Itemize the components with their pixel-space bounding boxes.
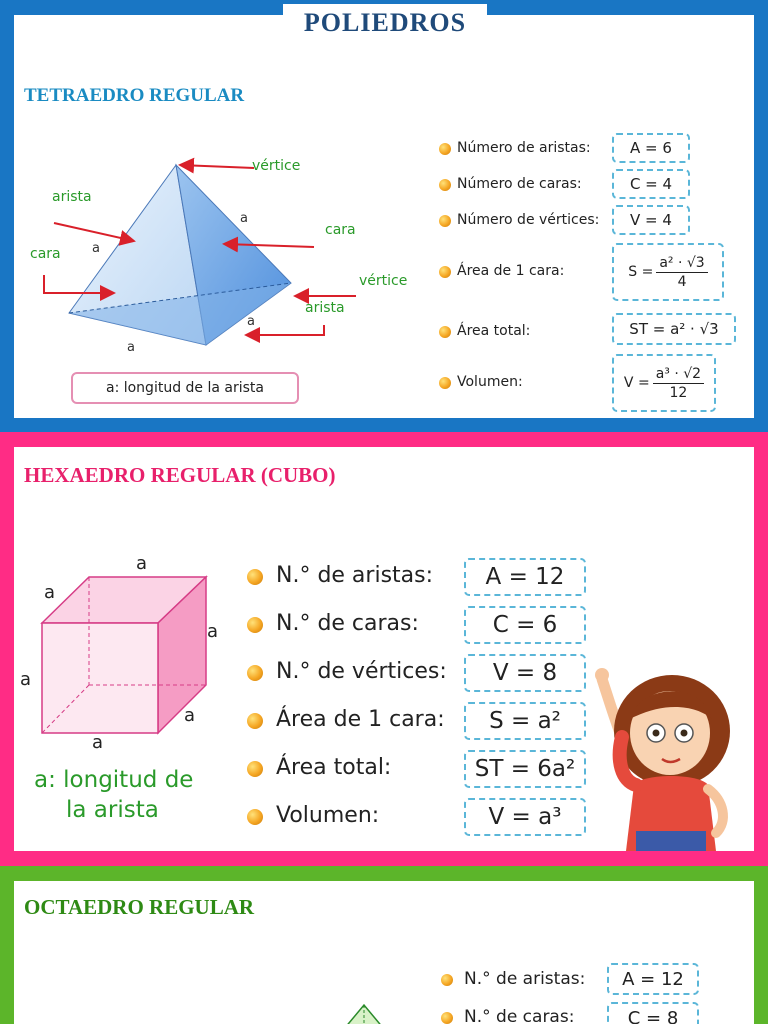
hexa-vertices-label: N.° de vértices: <box>276 659 447 684</box>
cube-front-face <box>42 623 158 733</box>
cube-edge-label-a: a <box>207 621 219 642</box>
hexa-area1-value <box>464 702 586 740</box>
edge-label-a: a <box>92 241 100 256</box>
edge-label-a: a <box>127 340 135 355</box>
orange-dot-icon <box>439 215 451 227</box>
hexa-caras-value <box>464 606 586 644</box>
tetra-aristas-value <box>612 133 690 163</box>
tetra-aristas-label: Número de aristas: <box>457 140 591 156</box>
label-arista-left: arista <box>52 189 92 205</box>
tetra-vol-fraction <box>653 366 704 401</box>
hexa-vertices-text: V = 8 <box>492 660 558 686</box>
orange-dot-icon <box>439 143 451 155</box>
octa-aristas-text: A = 12 <box>622 968 684 990</box>
tetra-areat-value <box>612 313 736 345</box>
tetra-vol-formula <box>612 354 716 412</box>
octaedro-title: OCTAEDRO REGULAR <box>24 895 255 919</box>
label-arista-bottom: arista <box>305 300 345 316</box>
hexa-areat-value <box>464 750 586 788</box>
tetra-areat-text: ST = a² · √3 <box>629 320 719 338</box>
orange-dot-icon <box>247 809 263 825</box>
hexa-area1-text: S = a² <box>489 708 561 734</box>
orange-dot-icon <box>247 761 263 777</box>
hexa-vol-label: Volumen: <box>276 803 380 828</box>
tetra-area1-lhs: S = <box>628 264 654 280</box>
label-cara-right: cara <box>325 222 356 238</box>
pointing-girl-illustration <box>592 661 752 851</box>
cube-edge-label-a: a <box>184 705 196 726</box>
label-vertice-right: vértice <box>359 273 408 289</box>
tetra-areat-label: Área total: <box>457 323 531 339</box>
orange-dot-icon <box>439 266 451 278</box>
tetra-area1-denominator: 4 <box>677 273 687 290</box>
edge-label-a: a <box>240 211 248 226</box>
hexa-caption-line2: la arista <box>66 797 159 823</box>
tetra-caras-text: C = 4 <box>629 175 673 193</box>
hexa-vol-text: V = a³ <box>488 804 562 830</box>
tetra-vol-denominator: 12 <box>669 384 688 401</box>
cube-edge-label-a: a <box>20 669 32 690</box>
tetra-vertices-label: Número de vértices: <box>457 212 600 228</box>
cube-diagram <box>34 567 234 747</box>
hexa-vertices-value <box>464 654 586 692</box>
tetra-area1-numerator: a² · √3 <box>656 255 707 273</box>
orange-dot-icon <box>441 1012 453 1024</box>
orange-dot-icon <box>247 665 263 681</box>
tetra-aristas-text: A = 6 <box>630 139 672 157</box>
label-cara-left: cara <box>30 246 61 262</box>
orange-dot-icon <box>439 179 451 191</box>
tetra-area1-fraction <box>656 255 707 290</box>
orange-dot-icon <box>247 569 263 585</box>
tetra-area1-formula <box>612 243 724 301</box>
page-title: POLIEDROS <box>283 4 487 42</box>
hexaedro-title: HEXAEDRO REGULAR (CUBO) <box>24 463 336 487</box>
tetra-caption-text: a: longitud de la arista <box>105 380 264 396</box>
hexa-areat-label: Área total: <box>276 755 392 780</box>
hexa-caption-line1: a: longitud de <box>34 767 194 793</box>
octa-caras-value <box>607 1002 699 1024</box>
hexa-caras-text: C = 6 <box>492 612 558 638</box>
tetra-vertices-value <box>612 205 690 235</box>
hexa-aristas-value <box>464 558 586 596</box>
arrow-arista-bottom <box>246 325 324 335</box>
octa-caras-text: C = 8 <box>627 1007 679 1024</box>
cube-edge-label-a: a <box>136 553 148 574</box>
hexa-areat-text: ST = 6a² <box>474 756 576 782</box>
tetra-caras-value <box>612 169 690 199</box>
tetra-vertices-text: V = 4 <box>630 211 672 229</box>
hexa-caras-label: N.° de caras: <box>276 611 419 636</box>
octahedron-diagram <box>334 999 394 1024</box>
tetra-caption <box>71 372 299 404</box>
hexa-aristas-label: N.° de aristas: <box>276 563 434 588</box>
orange-dot-icon <box>439 326 451 338</box>
orange-dot-icon <box>441 974 453 986</box>
edge-label-a: a <box>247 314 255 329</box>
cube-edge-label-a: a <box>44 582 56 603</box>
hexa-vol-value <box>464 798 586 836</box>
hexa-aristas-text: A = 12 <box>485 564 565 590</box>
tetra-area1-label: Área de 1 cara: <box>457 263 565 279</box>
octaedro-section-panel <box>14 881 754 1024</box>
orange-dot-icon <box>439 377 451 389</box>
tetraedro-section-panel <box>14 15 754 418</box>
hexa-area1-label: Área de 1 cara: <box>276 707 445 732</box>
tetra-vol-numerator: a³ · √2 <box>653 366 704 384</box>
tetra-vol-label: Volumen: <box>457 374 523 390</box>
orange-dot-icon <box>247 617 263 633</box>
cube-edge-label-a: a <box>92 732 104 753</box>
arrow-arista-left <box>54 223 134 241</box>
tetra-caras-label: Número de caras: <box>457 176 582 192</box>
hexaedro-section-panel <box>14 447 754 851</box>
tetra-vol-lhs: V = <box>623 375 650 391</box>
octa-caras-label: N.° de caras: <box>464 1007 575 1024</box>
label-vertice-top: vértice <box>252 158 301 174</box>
octa-aristas-value <box>607 963 699 995</box>
tetraedro-title: TETRAEDRO REGULAR <box>24 85 245 106</box>
arrow-vertice-top <box>180 165 254 168</box>
orange-dot-icon <box>247 713 263 729</box>
octa-aristas-label: N.° de aristas: <box>464 969 586 989</box>
